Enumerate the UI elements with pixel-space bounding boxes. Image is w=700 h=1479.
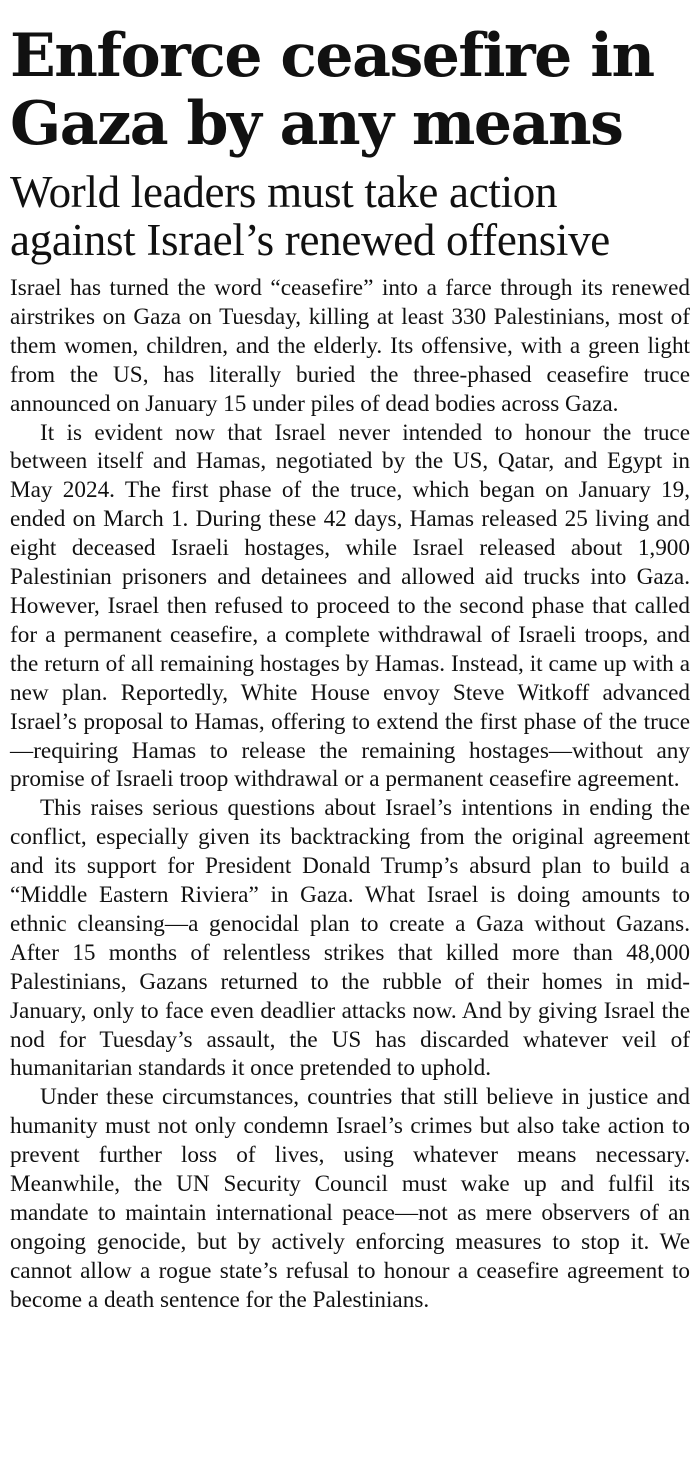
paragraph-2: It is evident now that Israel never intended to honour the truce between itself and Hamas, negotiated by the US, Qatar, and Egypt in May 2024. The first phase of the truce, which began on January 19, ended on March 1. During these 42 days, Hamas released 25 living and eight deceased Israeli hostages, while Israel released about 1,900 Palestinian prisoners and detainees and allowed aid trucks into Gaza. However, Israel then refused to proceed to the second phase that called for a permanent ceasefire, a complete withdrawal of Israeli troops, and the return of all remaining hostages by Hamas. Instead, it came up with a new plan. Reportedly, White House envoy Steve Witkoff advanced Israel’s proposal to Hamas, offering to extend the first phase of the truce—requiring Hamas to release the remaining hostages—without any promise of Israeli troop withdrawal or a permanent ceasefire agreement. xyxy=(10,419,690,793)
paragraph-1: Israel has turned the word “ceasefire” into a farce through its renewed airstrikes on Gaza on Tuesday, killing at least 330 Palestinians, most of them women, children, and the elderly. Its offensive, with a green light from the US, has literally buried the three-phased ceasefire truce announced on January 15 under piles of dead bodies across Gaza. xyxy=(10,275,690,417)
paragraph-3: This raises serious questions about Israel’s intentions in ending the conflict, especially given its backtracking from the original agreement and its support for President Donald Trump’s absurd plan to build a “Middle Eastern Riviera” in Gaza. What Israel is doing amounts to ethnic cleansing—a genocidal plan to create a Gaza without Gazans. After 15 months of relentless strikes that killed more than 48,000 Palestinians, Gazans returned to the rubble of their homes in mid-January, only to face even deadlier attacks now. And by giving Israel the nod for Tuesday’s assault, the US has discarded whatever veil of humanitarian standards it once pretended to uphold. xyxy=(10,795,690,1082)
article-body xyxy=(10,274,690,1315)
subheadline: World leaders must take action against Israel’s renewed offensive xyxy=(10,167,610,265)
paragraph-4: Under these circumstances, countries that still believe in justice and humanity must not only condemn Israel’s crimes but also take action to prevent further loss of lives, using whatever means necessary. Meanwhile, the UN Security Council must wake up and fulfil its mandate to maintain international peace—not as mere observers of an ongoing genocide, but by actively enforcing measures to stop it. We cannot allow a rogue state’s refusal to honour a ceasefire agreement to become a death sentence for the Palestinians. xyxy=(10,1084,690,1313)
headline: Enforce ceasefire in Gaza by any means xyxy=(10,21,654,159)
